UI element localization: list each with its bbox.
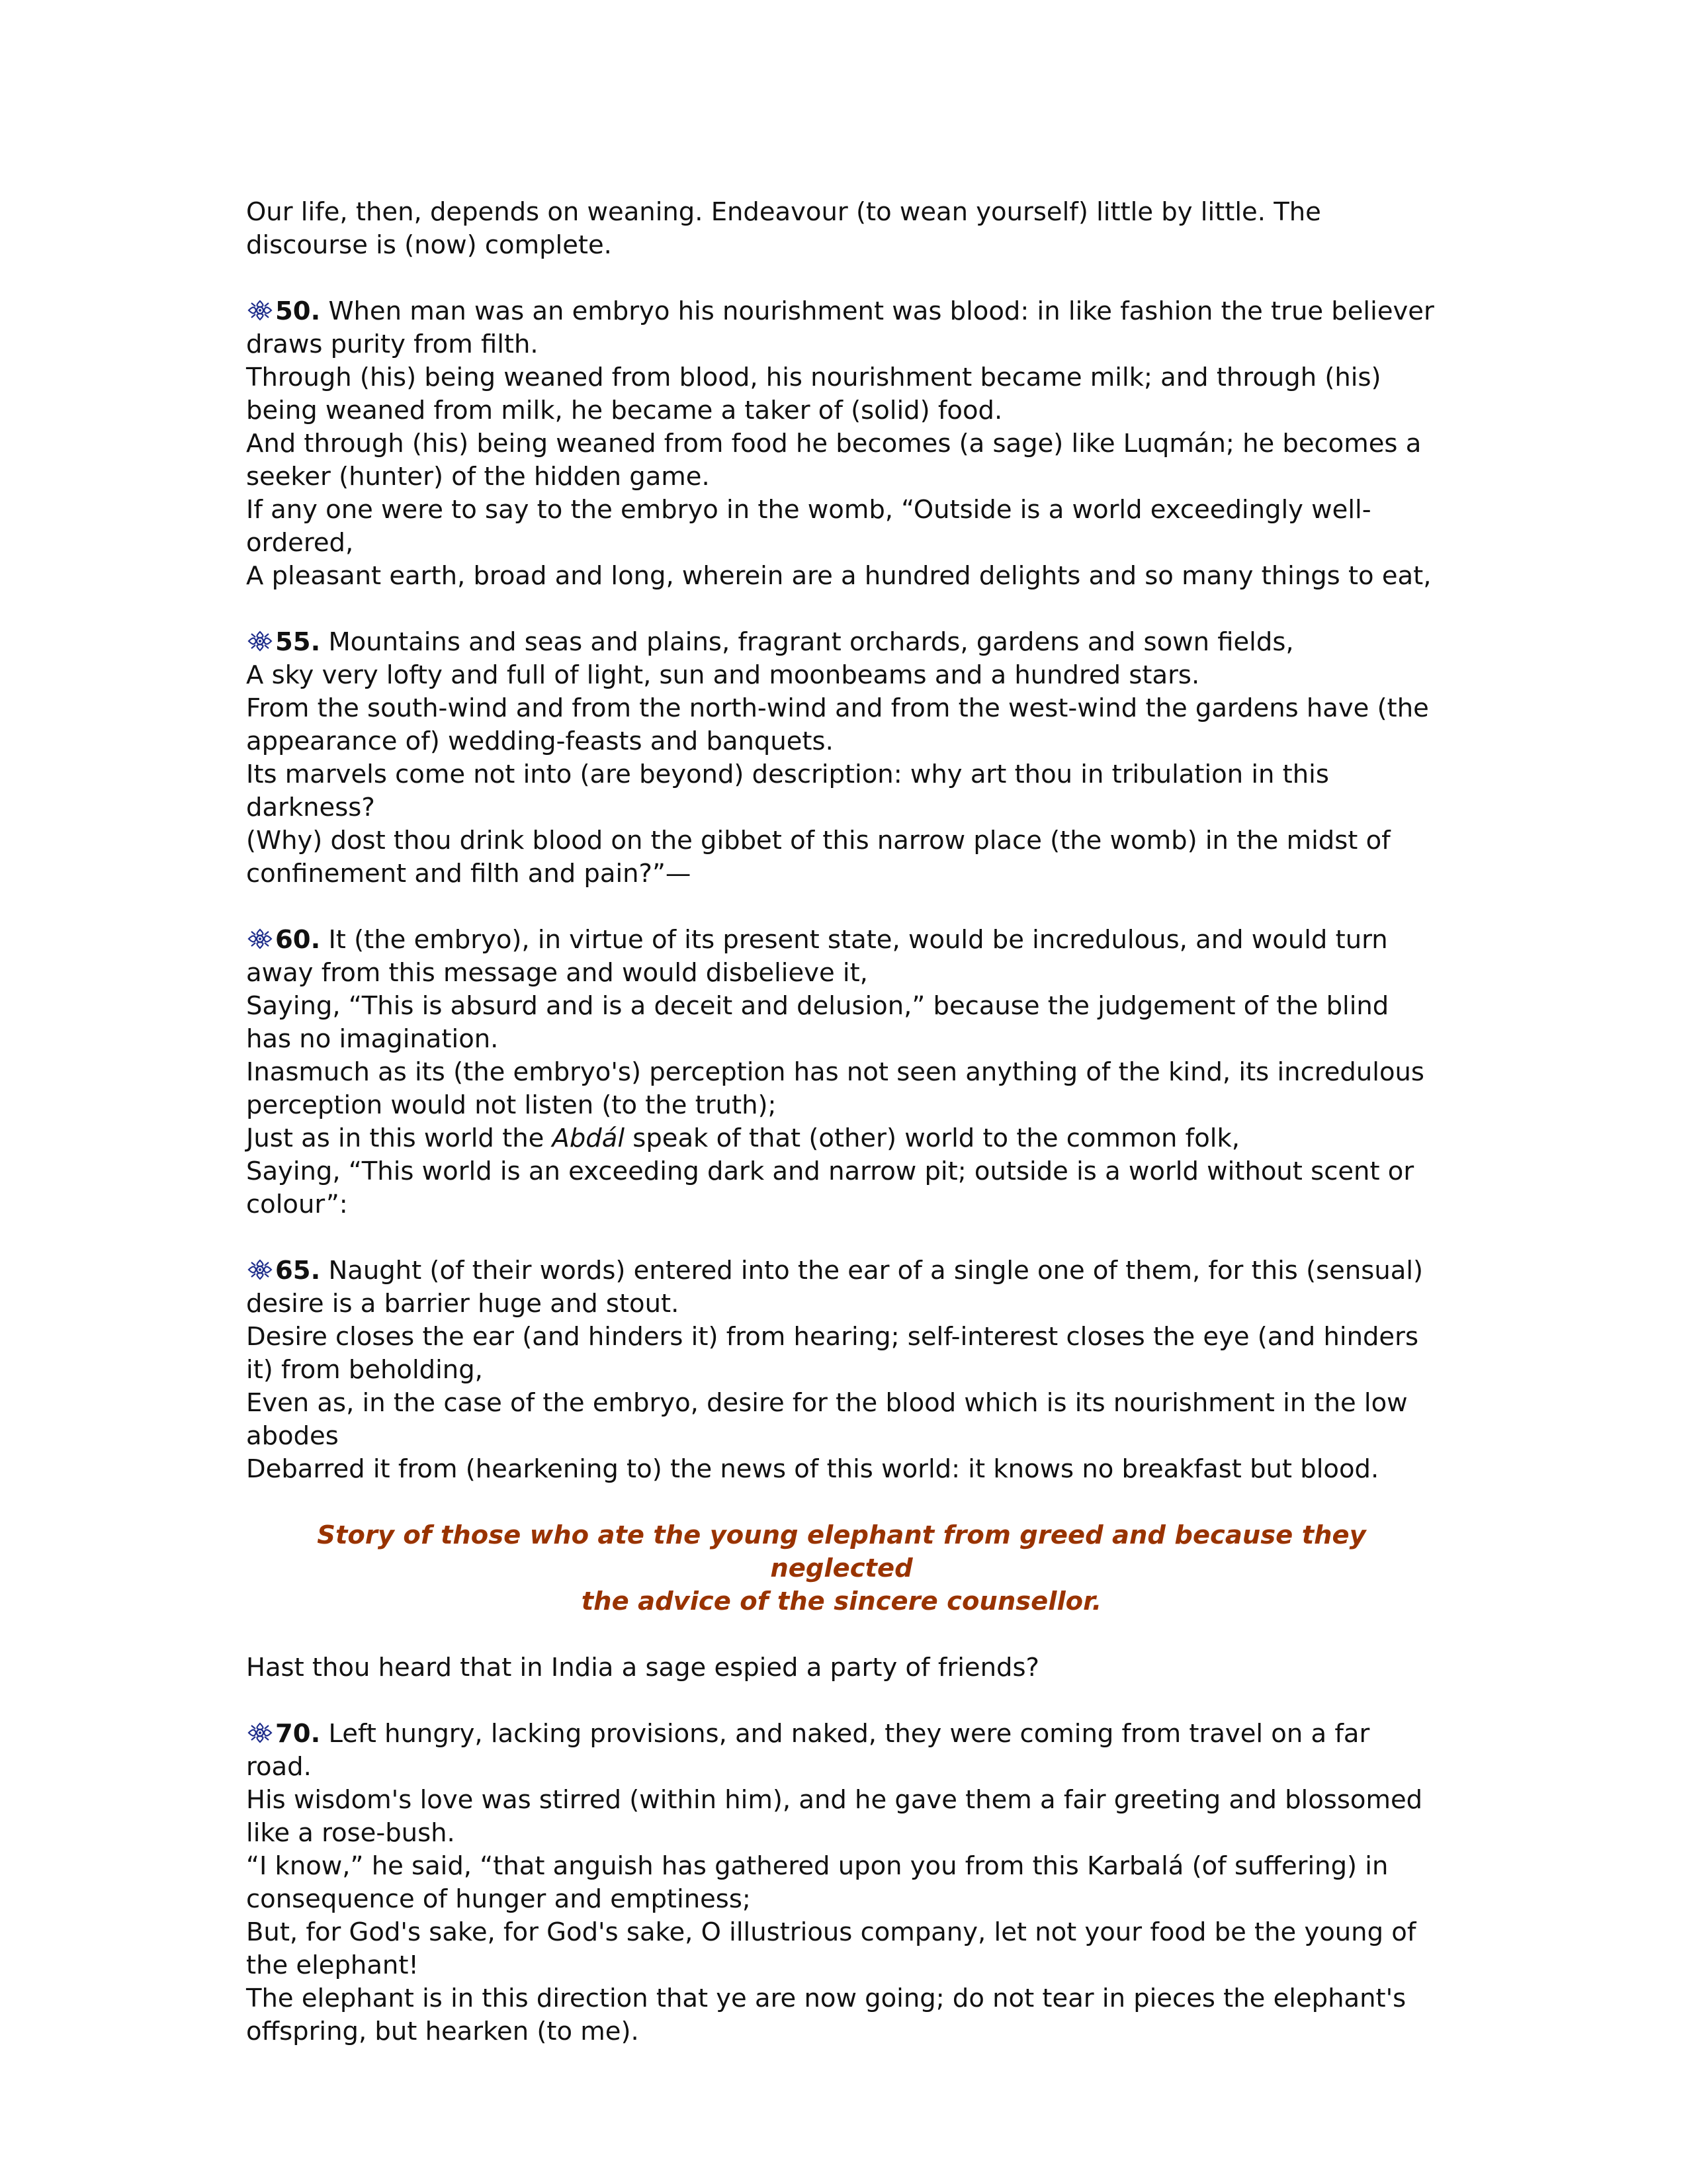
text-line (246, 924, 1437, 990)
heading-line: the advice of the sincere counsellor. (581, 1587, 1102, 1616)
text-line: But, for God's sake, for God's sake, O illustrious company, let not your food be the young of the elephant! (246, 1917, 1416, 1980)
text-line: Debarred it from (hearkening to) the news of this world: it knows no breakfast but blood. (246, 1454, 1379, 1484)
text-line: If any one were to say to the embryo in the womb, “Outside is a world exceedingly well-ordered, (246, 495, 1371, 558)
verse-block-55 (246, 626, 1437, 891)
text-line (246, 1122, 1437, 1155)
verse-number: 55. (275, 627, 321, 657)
text-line (246, 1718, 1437, 1784)
text-line: Desire closes the ear (and hinders it) from hearing; self-interest closes the eye (and hinders it) from beholding, (246, 1322, 1418, 1385)
ornament-icon (246, 629, 274, 653)
heading-line: Story of those who ate the young elephant from greed and because they neglected (317, 1520, 1366, 1583)
text-line (246, 626, 1437, 659)
paragraph-story-intro (246, 1651, 1437, 1684)
text-line: Inasmuch as its (the embryo's) perception has not seen anything of the kind, its incredulous perception would not listen (to the truth); (246, 1057, 1424, 1120)
verse-block-60 (246, 924, 1437, 1221)
text-line: Even as, in the case of the embryo, desire for the blood which is its nourishment in the low abodes (246, 1388, 1408, 1451)
ornament-icon (246, 1258, 274, 1282)
text-segment: It (the embryo), in virtue of its present state, would be incredulous, and would turn away from this message and would disbelieve it, (246, 925, 1388, 988)
text-line: From the south-wind and from the north-wind and from the west-wind the gardens have (the appearance of) wedding-feasts and banquets. (246, 693, 1429, 756)
text-line: (Why) dost thou drink blood on the gibbet of this narrow place (the womb) in the midst of confinement and filth and pain?”— (246, 826, 1391, 889)
text-line: Its marvels come not into (are beyond) description: why art thou in tribulation in this darkness? (246, 760, 1329, 822)
document-page (246, 196, 1437, 2081)
verse-block-65 (246, 1254, 1437, 1486)
text-segment: Naught (of their words) entered into the ear of a single one of them, for this (sensual) desire is a barrier huge and stout. (246, 1256, 1424, 1319)
text-segment: Mountains and seas and plains, fragrant orchards, gardens and sown fields, (328, 627, 1294, 657)
text-line: A pleasant earth, broad and long, wherein are a hundred delights and so many things to eat, (246, 561, 1432, 591)
text-segment: When man was an embryo his nourishment was blood: in like fashion the true believer draws purity from filth. (246, 296, 1434, 359)
text-line: Through (his) being weaned from blood, his nourishment became milk; and through (his) being weaned from milk, he became a taker of (solid) food. (246, 363, 1381, 425)
verse-number: 65. (275, 1256, 321, 1286)
verse-number: 50. (275, 296, 321, 326)
ornament-icon (246, 927, 274, 951)
verse-number: 60. (275, 925, 321, 955)
verse-block-50 (246, 295, 1437, 593)
text-line: Saying, “This is absurd and is a deceit and delusion,” because the judgement of the blind has no imagination. (246, 991, 1389, 1054)
text-line: The elephant is in this direction that ye are now going; do not tear in pieces the elephant's offspring, but hearken (to me). (246, 1984, 1406, 2046)
text-line: A sky very lofty and full of light, sun and moonbeams and a hundred stars. (246, 660, 1200, 690)
story-heading (246, 1519, 1437, 1618)
text-line: “I know,” he said, “that anguish has gathered upon you from this Karbalá (of suffering) in consequence of hunger and emptiness; (246, 1851, 1389, 1914)
paragraph-intro (246, 196, 1437, 262)
text-segment: speak of that (other) world to the common folk, (625, 1123, 1240, 1153)
text-line (246, 295, 1437, 361)
text-line: Our life, then, depends on weaning. Endeavour (to wean yourself) little by little. The discourse is (now) complete. (246, 197, 1321, 260)
text-segment: Left hungry, lacking provisions, and naked, they were coming from travel on a far road. (246, 1719, 1370, 1782)
text-line: Hast thou heard that in India a sage espied a party of friends? (246, 1653, 1039, 1682)
verse-block-70 (246, 1718, 1437, 2048)
italic-term: Abdál (552, 1123, 625, 1153)
text-line: And through (his) being weaned from food he becomes (a sage) like Luqmán; he becomes a seeker (hunter) of the hidden game. (246, 429, 1422, 492)
text-line: His wisdom's love was stirred (within him), and he gave them a fair greeting and blossomed like a rose-bush. (246, 1785, 1423, 1848)
text-line: Saying, “This world is an exceeding dark and narrow pit; outside is a world without scent or colour”: (246, 1157, 1414, 1219)
ornament-icon (246, 298, 274, 322)
ornament-icon (246, 1721, 274, 1745)
text-line (246, 1254, 1437, 1321)
text-segment: Just as in this world the (246, 1123, 552, 1153)
verse-number: 70. (275, 1719, 321, 1749)
